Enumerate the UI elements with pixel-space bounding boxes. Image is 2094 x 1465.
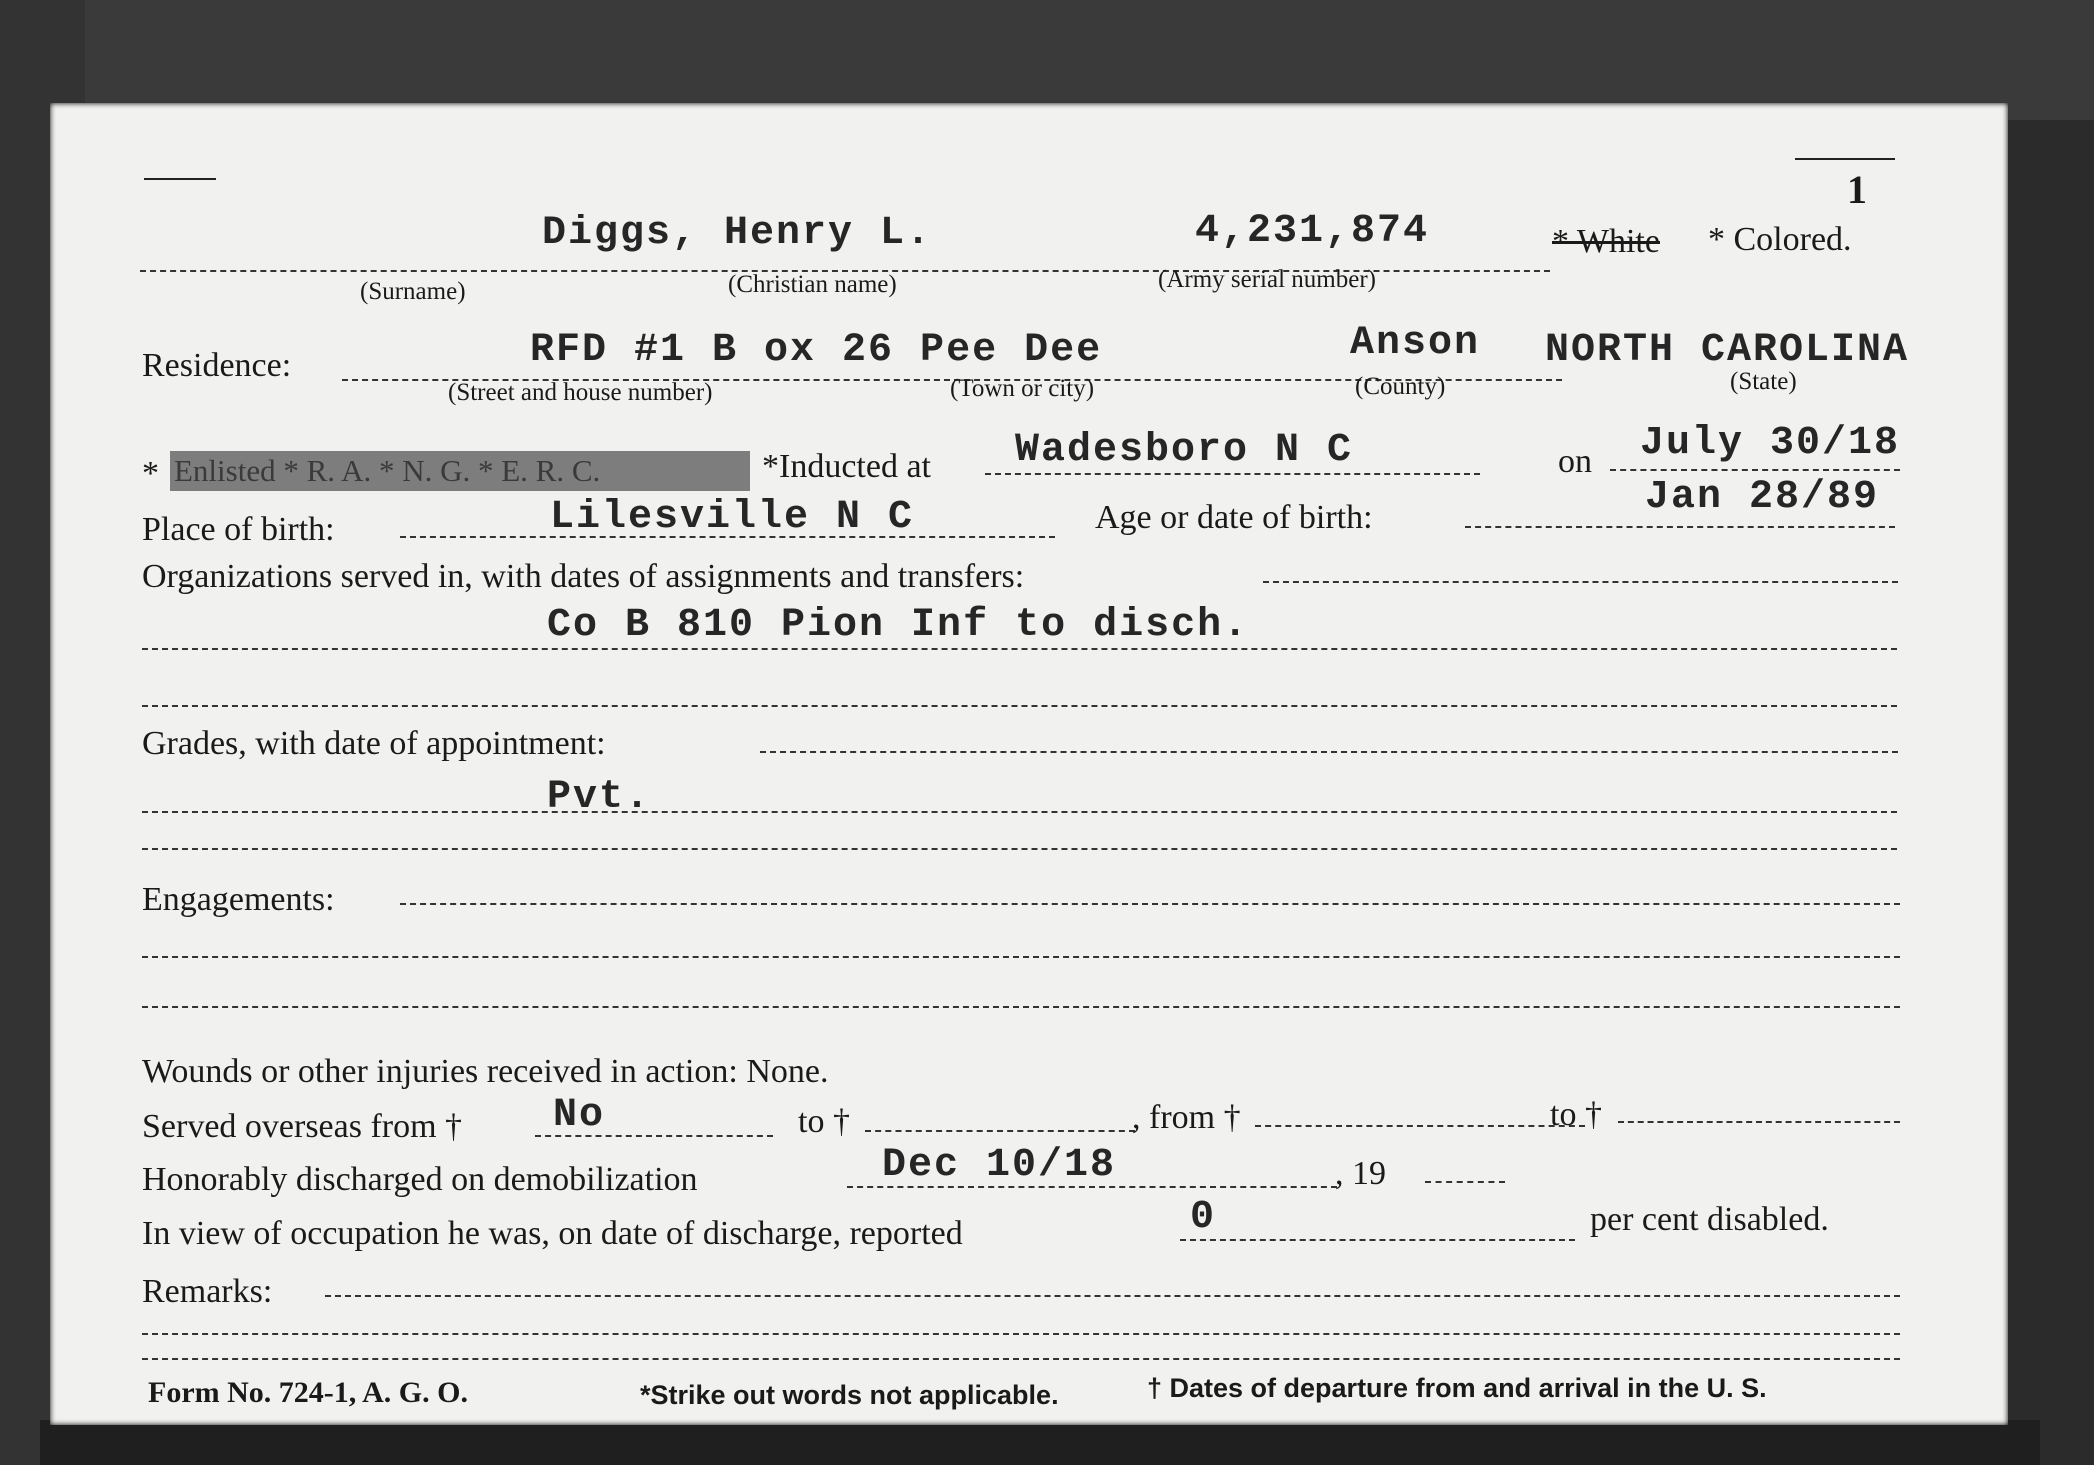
- overseas-from-line: [535, 1135, 773, 1137]
- town-caption: (Town or city): [950, 375, 1095, 402]
- remarks-line-3: [142, 1358, 1900, 1360]
- remarks-label: Remarks:: [142, 1273, 273, 1310]
- grades-line-2: [142, 811, 1897, 813]
- overseas-label: Served overseas from †: [142, 1108, 463, 1145]
- record-card: [50, 103, 2008, 1425]
- discharge-date-line: [847, 1186, 1337, 1188]
- surname-caption: (Surname): [360, 278, 466, 305]
- age-label: Age or date of birth:: [1095, 499, 1373, 536]
- serial-number-value: 4,231,874: [1195, 209, 1430, 254]
- serial-caption: (Army serial number): [1158, 266, 1376, 293]
- birth-place-label: Place of birth:: [142, 511, 335, 548]
- discharge-label: Honorably discharged on demobilization: [142, 1161, 698, 1198]
- footnote-strike: *Strike out words not applicable.: [640, 1380, 1059, 1410]
- residence-label: Residence:: [142, 347, 292, 384]
- top-left-mark: [144, 178, 216, 180]
- card-number: 1: [1847, 167, 1867, 212]
- street-caption: (Street and house number): [448, 379, 713, 406]
- overseas-from-value: No: [553, 1093, 606, 1138]
- inducted-date-line: [1610, 469, 1900, 471]
- race-colored: * Colored.: [1708, 221, 1852, 258]
- wounds-label: Wounds or other injuries received in action: None.: [142, 1053, 829, 1090]
- remarks-line-2: [142, 1333, 1900, 1335]
- christian-name-caption: (Christian name): [728, 271, 897, 298]
- footnote-dates: † Dates of departure from and arrival in the U. S.: [1147, 1373, 1767, 1403]
- grades-line-3: [142, 848, 1897, 850]
- discharge-year-line: [1425, 1181, 1505, 1183]
- form-number: Form No. 724-1, A. G. O.: [148, 1376, 468, 1409]
- overseas-to-label-2: to †: [1550, 1096, 1602, 1133]
- inducted-date-value: July 30/18: [1640, 421, 1901, 466]
- background-bottom: [40, 1420, 2040, 1465]
- engagements-line-2: [142, 956, 1900, 958]
- remarks-line-1: [325, 1295, 1900, 1297]
- organizations-label: Organizations served in, with dates of assignments and transfers:: [142, 558, 1025, 595]
- overseas-to-label: to †: [798, 1103, 850, 1140]
- engagements-line-3: [142, 1006, 1900, 1008]
- grades-label: Grades, with date of appointment:: [142, 725, 606, 762]
- discharge-year-label: , 19: [1335, 1155, 1386, 1192]
- disabled-value: 0: [1190, 1195, 1217, 1240]
- overseas-to-line-2: [1618, 1121, 1900, 1123]
- on-label: on: [1558, 443, 1592, 480]
- top-right-mark: [1795, 158, 1895, 160]
- birth-date-line: [1465, 526, 1895, 528]
- disabled-line: [1180, 1239, 1575, 1241]
- overseas-from-label-2: , from †: [1132, 1099, 1241, 1136]
- organizations-line-2: [142, 648, 1897, 650]
- county-caption: (County): [1355, 373, 1446, 400]
- background-top: [0, 0, 2094, 120]
- surname-value: Diggs, Henry L.: [542, 211, 933, 256]
- residence-county-value: Anson: [1350, 321, 1481, 366]
- residence-street-value: RFD #1 B ox 26 Pee Dee: [530, 328, 1103, 373]
- state-caption: (State): [1730, 368, 1797, 395]
- birth-date-value: Jan 28/89: [1645, 475, 1880, 520]
- discharge-date-value: Dec 10/18: [882, 1143, 1117, 1188]
- occupation-label: In view of occupation he was, on date of discharge, reported: [142, 1215, 963, 1252]
- organization-value: Co B 810 Pion Inf to disch.: [547, 603, 1250, 648]
- inducted-place-value: Wadesboro N C: [1015, 428, 1354, 473]
- birth-place-value: Lilesville N C: [550, 495, 915, 540]
- residence-state-value: NORTH CAROLINA: [1545, 328, 1910, 373]
- grade-value: Pvt.: [547, 775, 652, 820]
- engagements-line-1: [400, 903, 1900, 905]
- overseas-from-line-2: [1255, 1125, 1585, 1127]
- organizations-line-3: [142, 705, 1897, 707]
- race-white: * White: [1552, 223, 1660, 260]
- engagements-label: Engagements:: [142, 881, 335, 918]
- enlisted-asterisk: *: [142, 455, 159, 492]
- organizations-line-1: [1263, 581, 1898, 583]
- birth-place-line: [400, 536, 1055, 538]
- grades-line-1: [760, 751, 1898, 753]
- disabled-label: per cent disabled.: [1590, 1201, 1829, 1238]
- overseas-to-line: [865, 1130, 1135, 1132]
- inducted-line: [985, 473, 1480, 475]
- enlisted-options: Enlisted * R. A. * N. G. * E. R. C.: [174, 453, 601, 488]
- inducted-label: *Inducted at: [762, 448, 931, 485]
